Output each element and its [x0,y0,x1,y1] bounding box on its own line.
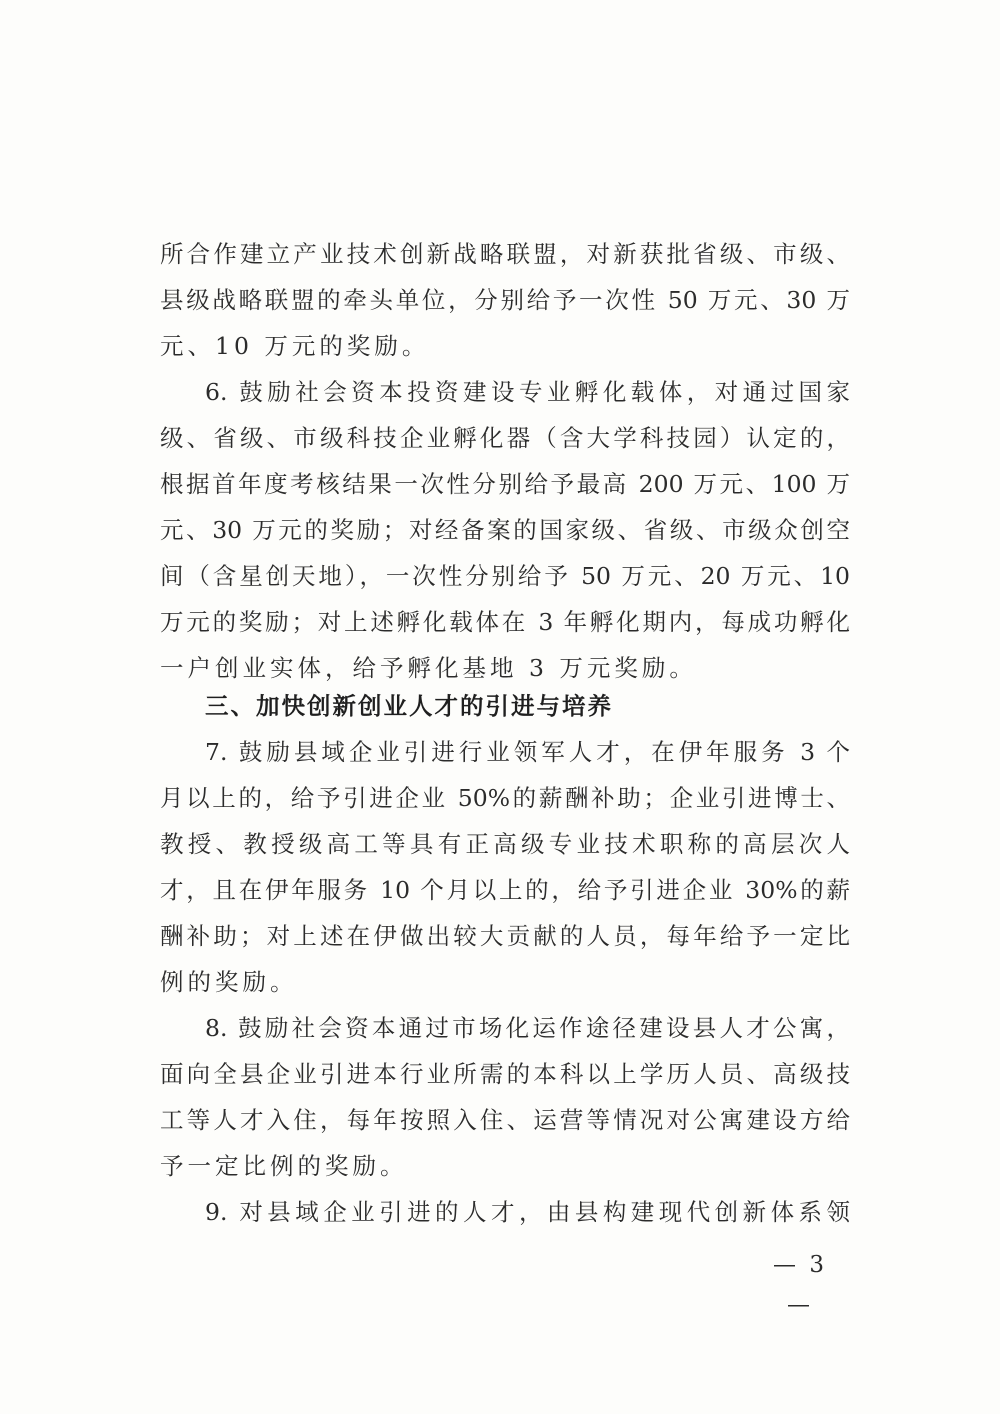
text-line: 月以上的，给予引进企业 50%的薪酬补助；企业引进博士、 [160,784,850,812]
text-line: 根据首年度考核结果一次性分别给予最高 200 万元、100 万 [160,470,850,498]
text-line: 万元的奖励；对上述孵化载体在 3 年孵化期内，每成功孵化 [160,608,850,636]
text-line: 予一定比例的奖励。 [160,1152,408,1180]
text-line: 间（含星创天地），一次性分别给予 50 万元、20 万元、10 [160,562,850,590]
text-line: 元、30 万元的奖励；对经备案的国家级、省级、市级众创空 [160,516,850,544]
text-line: 所合作建立产业技术创新战略联盟，对新获批省级、市级、 [160,240,850,268]
text-line: 县级战略联盟的牵头单位，分别给予一次性 50 万元、30 万 [160,286,850,314]
text-line: 例的奖励。 [160,968,298,996]
text-line: 才，且在伊年服务 10 个月以上的，给予引进企业 30%的薪 [160,876,850,904]
paragraph-7-start: 7. 鼓励县域企业引进行业领军人才，在伊年服务 3 个 [205,738,850,766]
paragraph-9-start: 9. 对县域企业引进的人才，由县构建现代创新体系领 [205,1198,850,1226]
text-line: 工等人才入住，每年按照入住、运营等情况对公寓建设方给 [160,1106,850,1134]
paragraph-8-start: 8. 鼓励社会资本通过市场化运作途径建设县人才公寓， [205,1014,851,1042]
text-line: 元、10 万元的奖励。 [160,332,430,360]
text-line: 面向全县企业引进本行业所需的本科以上学历人员、高级技 [160,1060,850,1088]
page-number: — 3 — [773,1252,827,1318]
text-line: 酬补助；对上述在伊做出较大贡献的人员，每年给予一定比 [160,922,850,950]
text-line: 级、省级、市级科技企业孵化器（含大学科技园）认定的， [160,424,850,452]
paragraph-6-start: 6. 鼓励社会资本投资建设专业孵化载体，对通过国家 [205,378,850,406]
section-heading: 三、加快创新创业人才的引进与培养 [205,692,613,720]
text-line: 教授、教授级高工等具有正高级专业技术职称的高层次人 [160,830,850,858]
text-line: 一户创业实体，给予孵化基地 3 万元奖励。 [160,654,697,682]
